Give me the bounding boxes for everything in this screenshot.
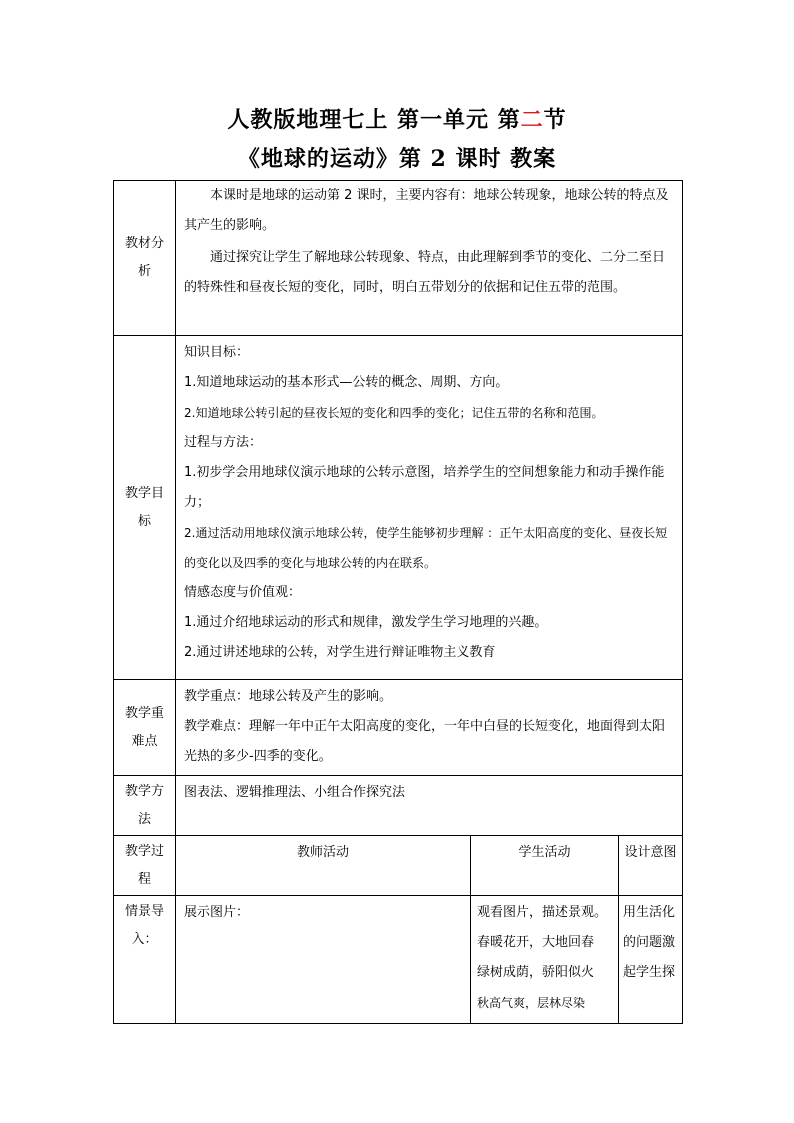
intro-student-line-3: 绿树成荫，骄阳似火: [477, 965, 595, 980]
label-objectives: 教学目标: [114, 336, 176, 680]
label-methods: 教学方法: [114, 776, 176, 836]
row-material-analysis: [114, 181, 683, 336]
process-heading: 过程与方法：: [184, 435, 263, 450]
label-scene-intro: 情景导入：: [114, 896, 176, 1024]
row-methods: [114, 776, 683, 836]
process-item-2: 2.通过活动用地球仪演示地球公转，使学生能够初步理解 ：正午太阳高度的变化、昼夜长短的变化以及四季的变化与地球公转的内在联系。: [184, 526, 668, 570]
doc-title-line2: 《地球的运动》第 2 课时 教案: [237, 146, 557, 172]
material-para-1: 本课时是地球的运动第 2 课时，主要内容有：地球公转现象，地球公转的特点及其产生的影响。: [184, 188, 669, 233]
row-process-header: [114, 836, 683, 896]
key-point-text: 教学重点：地球公转及产生的影响。: [184, 689, 393, 704]
label-material-analysis: 教材分析: [114, 181, 176, 336]
header-student-activity: 学生活动: [471, 836, 619, 896]
header-design-intent: 设计意图: [619, 836, 683, 896]
content-objectives: [176, 336, 683, 680]
emotion-item-1: 1.通过介绍地球运动的形式和规律，激发学生学习地理的兴趣。: [184, 615, 548, 630]
intro-student-line-2: 春暖花开，大地回春: [477, 935, 595, 950]
doc-title-line1: 人教版地理七上 第一单元 第二节: [227, 107, 567, 133]
title-red-char: 二: [520, 107, 544, 133]
intro-student-line-4: 秋高气爽，层林尽染: [477, 996, 586, 1010]
knowledge-heading: 知识目标：: [184, 345, 250, 360]
row-objectives: [114, 336, 683, 680]
difficult-point-text: 教学难点：理解一年中正午太阳高度的变化，一年中白昼的长短变化，地面得到太阳光热的多少-四季的变化。: [184, 719, 666, 764]
intro-student-activity: [471, 896, 619, 1024]
lesson-plan-table: [113, 180, 683, 1024]
row-scene-intro: [114, 896, 683, 1024]
knowledge-item-2: 2.知道地球公转引起的昼夜长短的变化和四季的变化；记住五带的名称和范围。: [184, 406, 604, 420]
header-teacher-activity: 教师活动: [176, 836, 471, 896]
process-item-1: 1.初步学会用地球仪演示地球的公转示意图，培养学生的空间想象能力和动手操作能力；: [184, 465, 665, 510]
emotion-item-2: 2.通过讲述地球的公转，对学生进行辩证唯物主义教育: [184, 645, 496, 660]
row-key-points: [114, 680, 683, 776]
emotion-heading: 情感态度与价值观：: [184, 585, 302, 600]
label-key-points: 教学重难点: [114, 680, 176, 776]
intro-teacher-activity: 展示图片：: [176, 896, 471, 1024]
content-methods: [176, 776, 683, 836]
knowledge-item-1: 1.知道地球运动的基本形式—公转的概念、周期、方向。: [184, 375, 509, 390]
content-material-analysis: [176, 181, 683, 336]
intro-design-intent: 用生活化的问题激起学生探: [619, 896, 683, 1024]
intro-student-line-1: 观看图片，描述景观。: [477, 905, 608, 920]
material-para-2: 通过探究让学生了解地球公转现象、特点，由此理解到季节的变化、二分二至日的特殊性和昼夜长短的变化，同时，明白五带划分的依据和记住五带的范围。: [184, 250, 666, 295]
methods-text: 图表法、逻辑推理法、小组合作探究法: [184, 785, 406, 800]
content-key-points: [176, 680, 683, 776]
label-process: 教学过程: [114, 836, 176, 896]
